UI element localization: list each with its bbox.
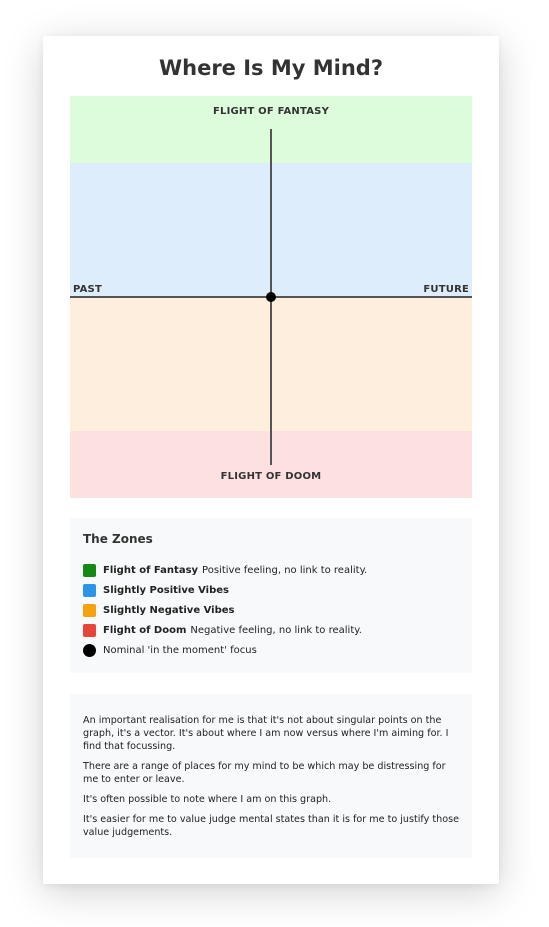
label-flight-of-doom: FLIGHT OF DOOM <box>220 471 322 482</box>
legend-item-focus <box>83 640 459 660</box>
main-card <box>43 36 499 884</box>
note-paragraph: It's easier for me to value judge mental states than it is for me to justify those value judgements. <box>83 814 459 838</box>
note-paragraph: There are a range of places for my mind to be which may be distressing for me to enter or leave. <box>83 761 446 785</box>
legend-item-doom <box>83 620 459 640</box>
mind-graph <box>70 96 472 498</box>
legend-item-name: Flight of Doom <box>103 624 187 636</box>
label-past: PAST <box>73 284 102 295</box>
notes-panel <box>70 694 472 858</box>
legend-heading: The Zones <box>83 532 153 546</box>
page-title: Where Is My Mind? <box>158 56 384 80</box>
legend-item-positive <box>83 580 459 600</box>
legend-swatch <box>83 564 96 577</box>
legend-swatch <box>83 604 96 617</box>
legend-item-name: Flight of Fantasy <box>103 564 199 576</box>
note-paragraph: It's often possible to note where I am on this graph. <box>83 794 332 805</box>
label-future: FUTURE <box>423 284 469 295</box>
origin-focus-dot <box>266 292 276 302</box>
legend-item-fantasy <box>83 560 459 580</box>
label-flight-of-fantasy: FLIGHT OF FANTASY <box>212 106 330 117</box>
legend-item-name: Slightly Positive Vibes <box>103 584 229 596</box>
legend-swatch <box>83 584 96 597</box>
legend-focus-label: Nominal 'in the moment' focus <box>103 644 257 656</box>
focus-dot-icon <box>83 644 96 657</box>
legend-item-name: Slightly Negative Vibes <box>103 604 235 616</box>
legend-item-negative <box>83 600 459 620</box>
legend-item-desc: Negative feeling, no link to reality. <box>190 624 362 636</box>
note-paragraph: An important realisation for me is that it's not about singular points on the graph, it's a vector. It's about where I am now versus where I'm aiming for. I find that focussing. <box>83 715 449 752</box>
legend-item-desc: Positive feeling, no link to reality. <box>202 564 368 576</box>
zones-legend <box>70 518 472 673</box>
legend-swatch <box>83 624 96 637</box>
